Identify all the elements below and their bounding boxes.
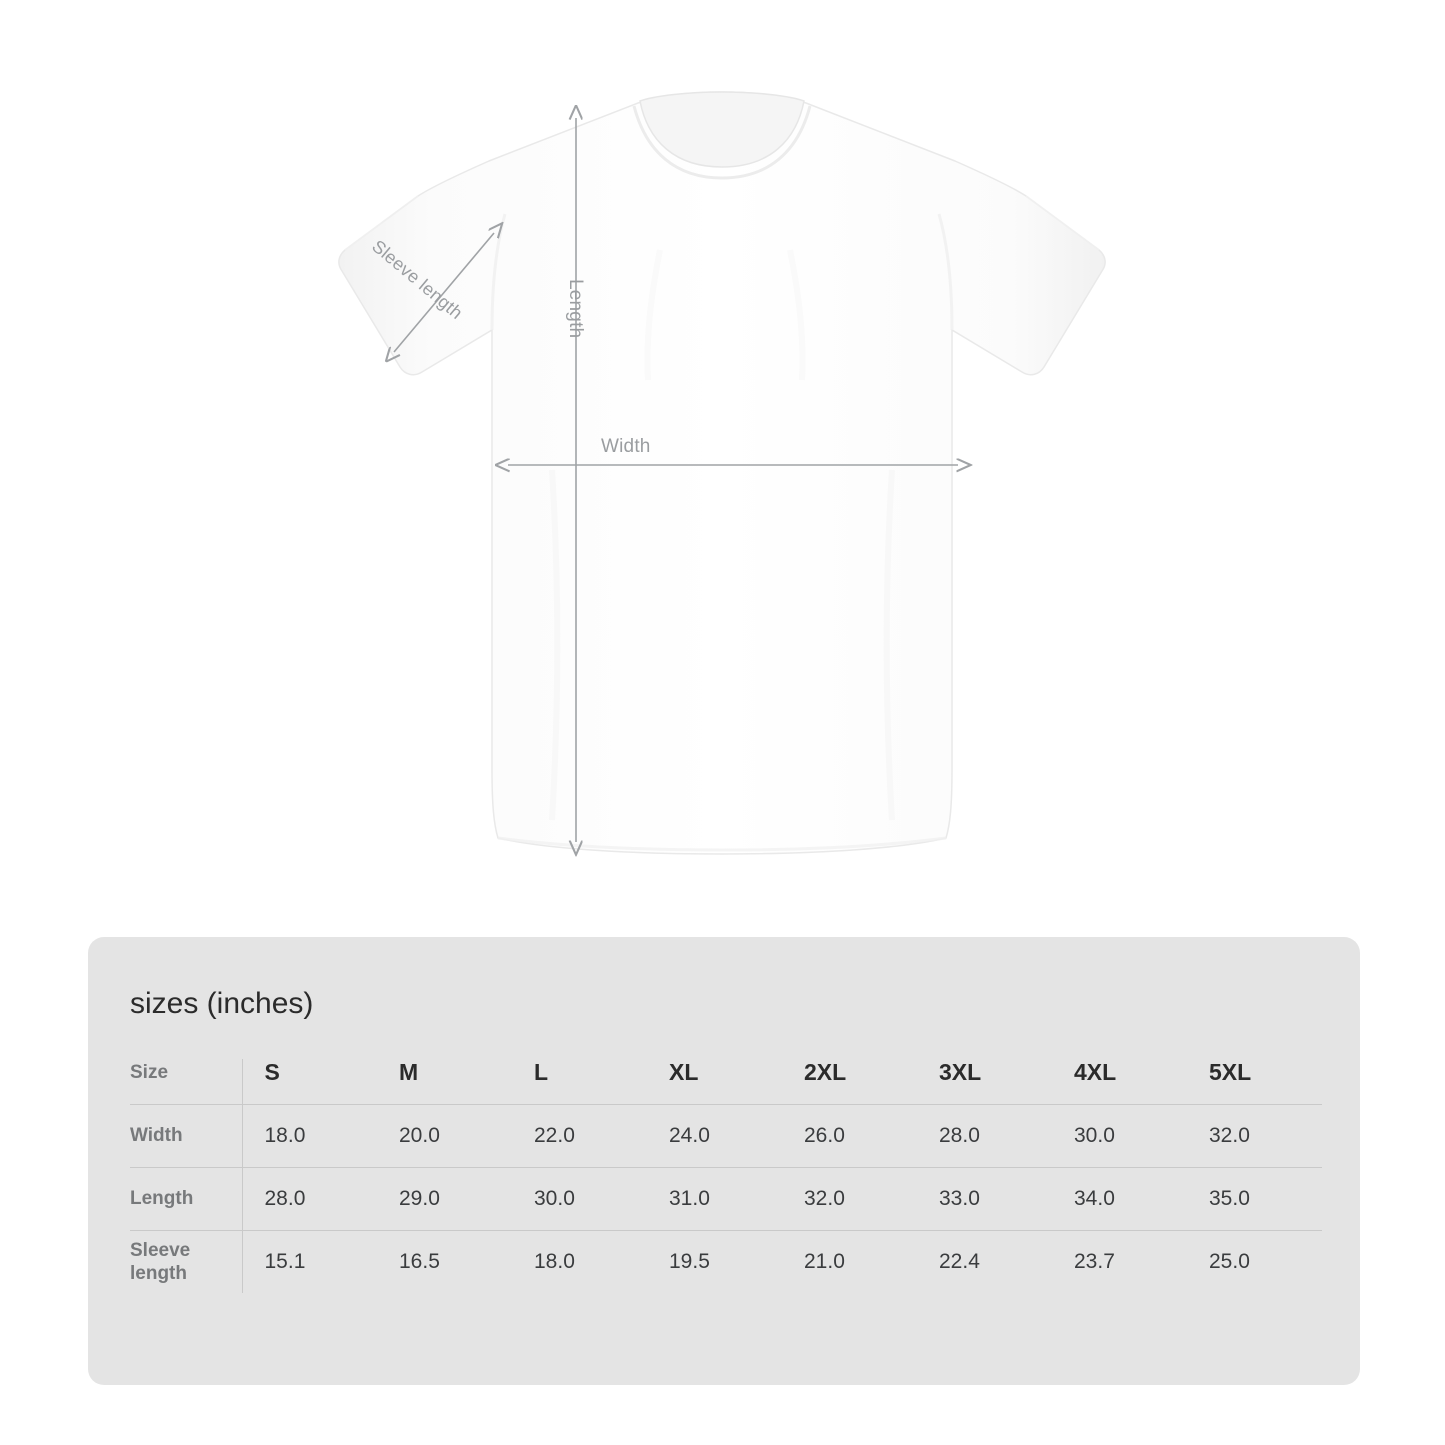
column-header-m: M (399, 1059, 419, 1085)
cell-width-xl: 24.0 (669, 1124, 710, 1147)
cell-sleeve-m: 16.5 (399, 1250, 440, 1273)
table-row (130, 1231, 1322, 1294)
cell-width-3xl: 28.0 (939, 1124, 980, 1147)
cell-length-5xl: 35.0 (1209, 1187, 1250, 1210)
cell-sleeve-5xl: 25.0 (1209, 1250, 1250, 1273)
cell-width-5xl: 32.0 (1209, 1124, 1250, 1147)
cell-sleeve-2xl: 21.0 (804, 1250, 845, 1273)
cell-length-xl: 31.0 (669, 1187, 710, 1210)
sleeve-length-label: Sleeve length (368, 236, 467, 324)
cell-length-s: 28.0 (264, 1187, 306, 1210)
column-header-3xl: 3XL (939, 1059, 982, 1085)
cell-width-2xl: 26.0 (804, 1124, 845, 1147)
cell-sleeve-3xl: 22.4 (939, 1250, 980, 1273)
size-chart-title: sizes (inches) (130, 987, 314, 1020)
cell-width-s: 18.0 (264, 1124, 306, 1147)
row-header-length: Length (130, 1168, 242, 1231)
cell-length-4xl: 34.0 (1074, 1187, 1115, 1210)
cell-length-m: 29.0 (399, 1187, 440, 1210)
shirt-body-shape (339, 92, 1105, 854)
column-header-5xl: 5XL (1209, 1059, 1252, 1085)
cell-length-2xl: 32.0 (804, 1187, 845, 1210)
cell-sleeve-xl: 19.5 (669, 1250, 710, 1273)
table-row (130, 1168, 1322, 1231)
row-header-width: Width (130, 1105, 242, 1168)
cell-width-m: 20.0 (399, 1124, 440, 1147)
column-header-s: S (264, 1059, 280, 1085)
cell-length-3xl: 33.0 (939, 1187, 980, 1210)
column-header-4xl: 4XL (1074, 1059, 1117, 1085)
table-row (130, 1105, 1322, 1168)
width-label: Width (601, 436, 651, 457)
cell-sleeve-s: 15.1 (264, 1250, 306, 1273)
column-header-size: Size (130, 1059, 242, 1105)
cell-sleeve-l: 18.0 (534, 1250, 575, 1273)
cell-length-l: 30.0 (534, 1187, 575, 1210)
table-header-row (130, 1059, 1322, 1105)
column-header-xl: XL (669, 1059, 699, 1085)
length-label: Length (565, 279, 586, 339)
column-header-2xl: 2XL (804, 1059, 847, 1085)
column-header-l: L (534, 1059, 549, 1085)
size-chart-table (130, 1059, 1322, 1293)
cell-sleeve-4xl: 23.7 (1074, 1250, 1115, 1273)
cell-width-l: 22.0 (534, 1124, 575, 1147)
size-chart-card (88, 937, 1360, 1385)
row-header-sleeve-length: Sleeve length (130, 1231, 242, 1294)
cell-width-4xl: 30.0 (1074, 1124, 1115, 1147)
